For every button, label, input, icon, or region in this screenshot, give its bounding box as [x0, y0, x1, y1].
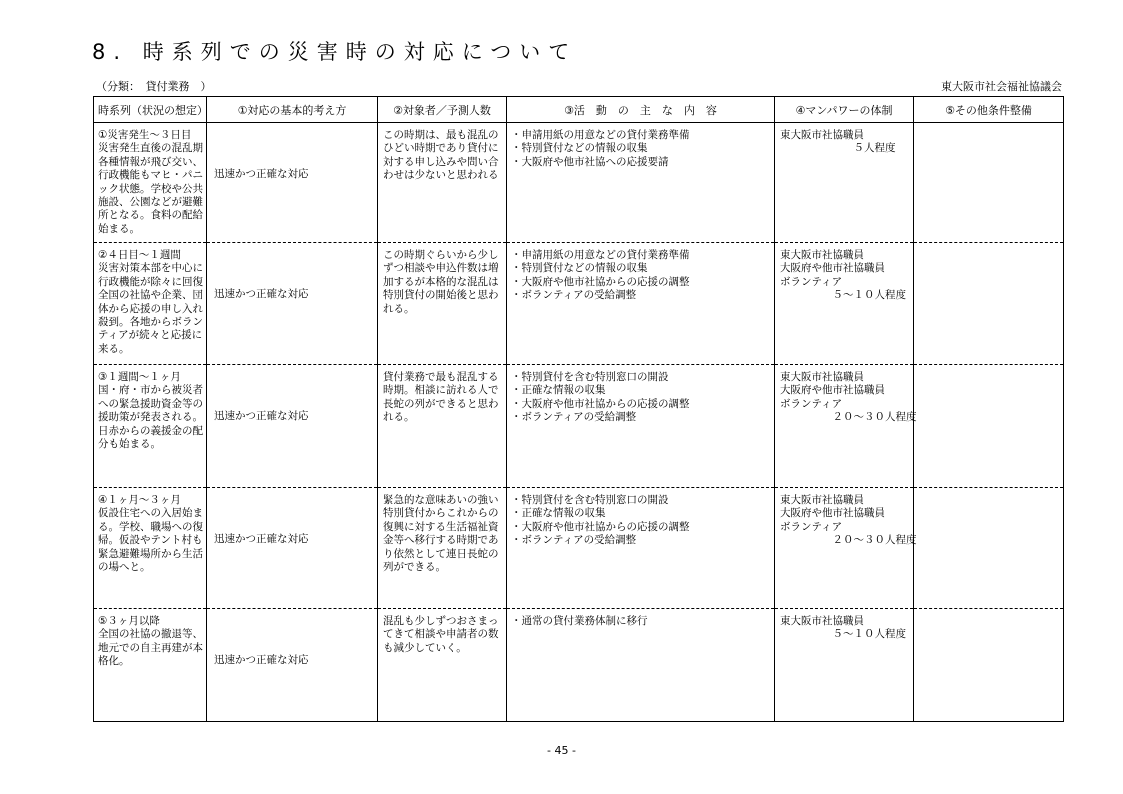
table-row [94, 243, 1064, 365]
target-cell: この時期ぐらいから少し ずつ相談や申込件数は増 加するが本格的な混乱は 特別貸付の開始後と思わ れる。 [383, 249, 499, 315]
table-row [94, 609, 1064, 722]
policy-cell: 迅速かつ正確な対応 [214, 654, 309, 666]
activities-cell: ・通常の貸付業務体制に移行 [511, 615, 648, 627]
page-title: 8. 時系列での災害時の対応について [92, 40, 578, 64]
table-header-row [94, 97, 1064, 123]
period-cell: ①災害発生～３日目 災害発生直後の混乱期 各種情報が飛び交い、 行政機能もマヒ・パニ ック状態。学校や公共 施設、公園などが避難 所となる。食料の配給 始まる。 [98, 129, 203, 235]
activities-cell: ・申請用紙の用意などの貸付業務準備 ・特別貸付などの情報の収集 ・大阪府や他市社協への応援要請 [511, 129, 690, 168]
target-cell: 緊急的な意味あいの強い 特別貸付からこれからの 復興に対する生活福祉資 金等へ移行する時期であ り依然として連日長蛇の 列ができる。 [383, 494, 499, 574]
header-period: 時系列（状況の想定） [94, 97, 207, 123]
organization-name: 東大阪市社会福祉協議会 [941, 80, 1062, 93]
other-conditions-cell [914, 243, 1063, 249]
period-cell: ②４日目～１週間 災害対策本部を中心に 行政機能が除々に回復 全国の社協や企業、団 体から応援の申し入れ 殺到。各地からボラン ティアが続々と応援に 来る。 [98, 249, 203, 355]
target-cell: 混乱も少しずつおさまっ てきて相談や申請者の数 も減少していく。 [383, 615, 499, 654]
period-cell: ⑤３ヶ月以降 全国の社協の撤退等、 地元での自主再建が本 格化。 [98, 615, 203, 668]
header-target: ②対象者／予測人数 [378, 97, 507, 123]
header-policy: ①対応の基本的考え方 [207, 97, 378, 123]
target-cell: 貸付業務で最も混乱する 時期。相談に訪れる人で 長蛇の列ができると思わ れる。 [383, 371, 499, 424]
table-row [94, 488, 1064, 609]
period-cell: ④１ヶ月～３ヶ月 仮設住宅への入居始ま る。学校、職場への復 帰。仮設やテント村も 緊急避難場所から生活 の場へと。 [98, 494, 203, 574]
activities-cell: ・特別貸付を含む特別窓口の開設 ・正確な情報の収集 ・大阪府や他市社協からの応援の調整 ・ボランティアの受給調整 [511, 371, 690, 424]
policy-cell: 迅速かつ正確な対応 [214, 168, 309, 180]
table-row [94, 123, 1064, 243]
other-conditions-cell [914, 488, 1063, 494]
activities-cell: ・特別貸付を含む特別窓口の開設 ・正確な情報の収集 ・大阪府や他市社協からの応援の調整 ・ボランティアの受給調整 [511, 494, 690, 547]
policy-cell: 迅速かつ正確な対応 [214, 410, 309, 422]
page-number: - 45 - [547, 744, 576, 757]
other-conditions-cell [914, 365, 1063, 371]
policy-cell: 迅速かつ正確な対応 [214, 288, 309, 300]
policy-cell: 迅速かつ正確な対応 [214, 533, 309, 545]
header-activities: ③活 動 の 主 な 内 容 [507, 97, 775, 123]
table-row [94, 365, 1064, 488]
other-conditions-cell [914, 609, 1063, 615]
manpower-cell: 東大阪市社協職員 大阪府や他市社協職員 ボランティア ２０～３０人程度 [780, 371, 917, 424]
activities-cell: ・申請用紙の用意などの貸付業務準備 ・特別貸付などの情報の収集 ・大阪府や他市社協からの応援の調整 ・ボランティアの受給調整 [511, 249, 690, 302]
other-conditions-cell [914, 123, 1063, 129]
period-cell: ③１週間～１ヶ月 国・府・市から被災者 への緊急援助資金等の 援助策が発表される。 日赤からの義援金の配 分も始まる。 [98, 371, 203, 451]
header-other: ⑤その他条件整備 [914, 97, 1064, 123]
classification-label: （分類： 貸付業務 ） [96, 80, 212, 93]
manpower-cell: 東大阪市社協職員 大阪府や他市社協職員 ボランティア ５～１０人程度 [780, 249, 906, 302]
response-timeline-table [93, 96, 1064, 722]
header-manpower: ④マンパワーの体制 [775, 97, 914, 123]
target-cell: この時期は、最も混乱の ひどい時期であり貸付に 対する申し込みや問い合 わせは少ないと思われる [383, 129, 499, 182]
manpower-cell: 東大阪市社協職員 ５人程度 [780, 129, 896, 155]
manpower-cell: 東大阪市社協職員 大阪府や他市社協職員 ボランティア ２０～３０人程度 [780, 494, 917, 547]
manpower-cell: 東大阪市社協職員 ５～１０人程度 [780, 615, 906, 641]
